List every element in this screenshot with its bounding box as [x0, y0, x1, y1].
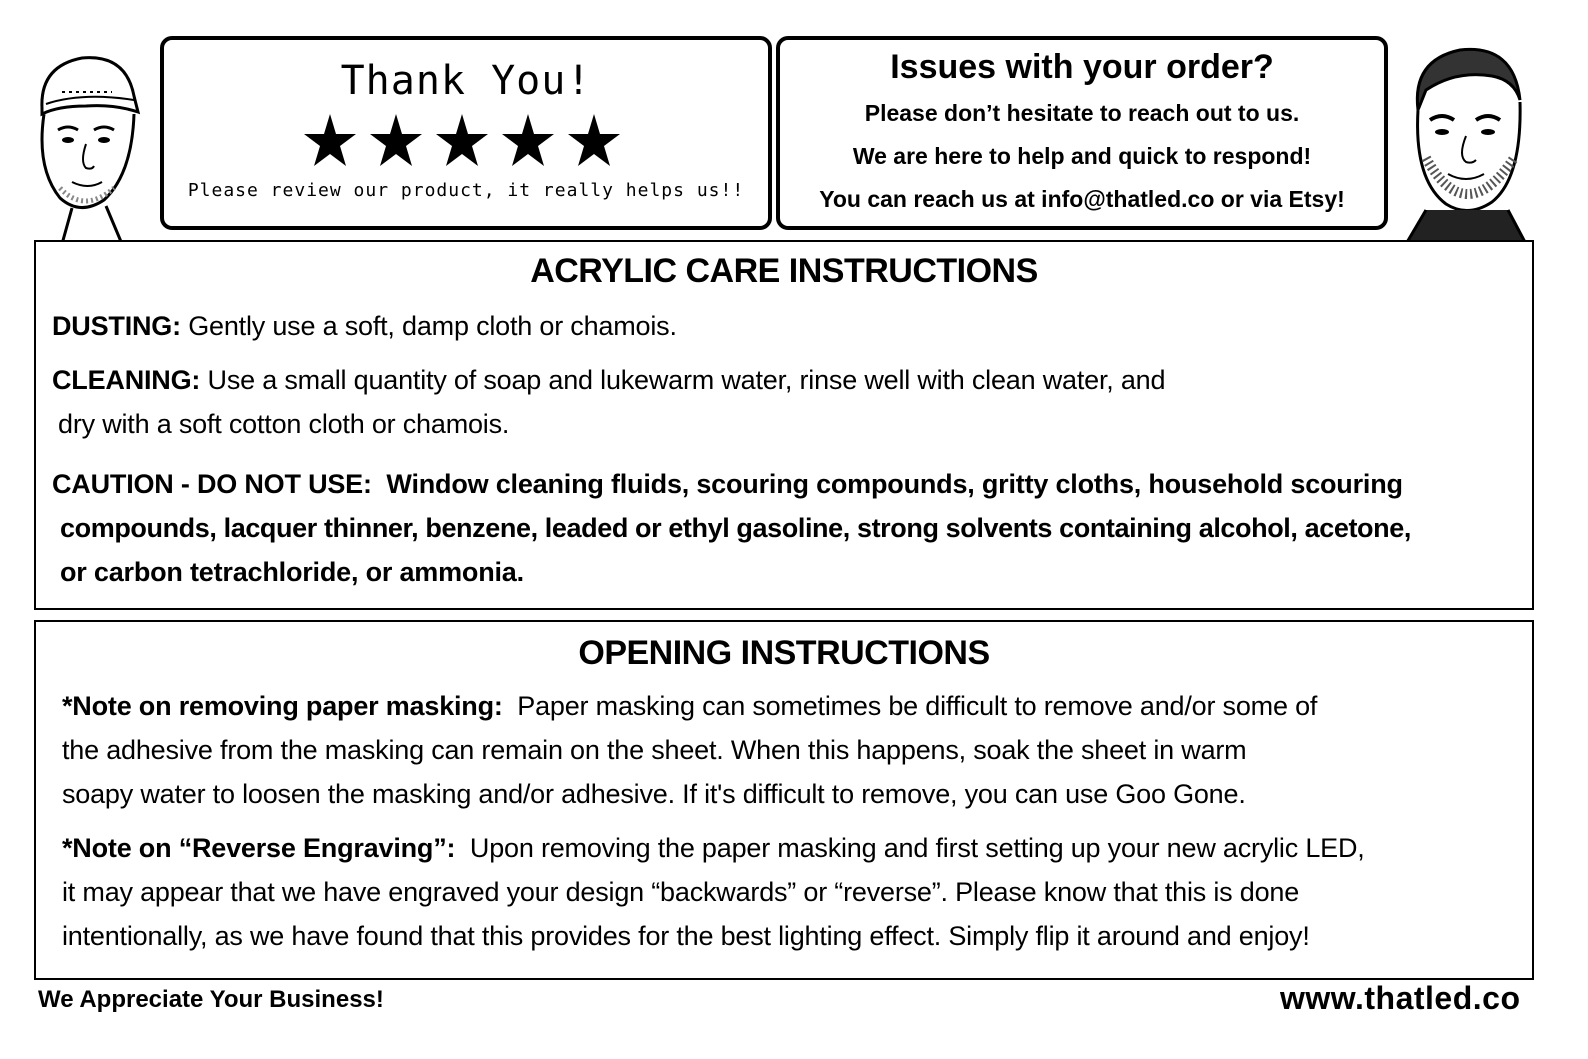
caution-instruction: CAUTION - DO NOT USE: Window cleaning fluids, scouring compounds, gritty cloths, household scouring — [52, 469, 1403, 499]
cleaning-instruction-cont: dry with a soft cotton cloth or chamois. — [58, 409, 510, 439]
opening-instructions-panel — [34, 620, 1534, 980]
caution-instruction-cont-2: or carbon tetrachloride, or ammonia. — [60, 557, 524, 587]
issues-line-help: We are here to help and quick to respond! — [852, 143, 1312, 169]
masking-note: *Note on removing paper masking: Paper masking can sometimes be difficult to remove and/or some of — [62, 691, 1318, 721]
caricature-right-avatar — [1396, 40, 1536, 244]
review-request-text: Please review our product, it really helps us!! — [187, 180, 745, 201]
reverse-engraving-note: *Note on “Reverse Engraving”: Upon removing the paper masking and first setting up your new acrylic LED, — [62, 833, 1365, 863]
order-issues-speech-bubble — [776, 36, 1388, 230]
care-title: ACRYLIC CARE INSTRUCTIONS — [530, 252, 1038, 290]
acrylic-care-panel — [34, 240, 1534, 610]
issues-line-contact: You can reach us at info@thatled.co or via Etsy! — [819, 186, 1345, 212]
thank-you-speech-bubble — [160, 36, 772, 230]
star-icon — [502, 114, 554, 166]
opening-title: OPENING INSTRUCTIONS — [578, 634, 990, 672]
dusting-instruction: DUSTING: Gently use a soft, damp cloth or chamois. — [52, 311, 677, 341]
star-icon — [568, 114, 620, 166]
masking-note-cont-2: soapy water to loosen the masking and/or adhesive. If it's difficult to remove, you can use Goo Gone. — [62, 779, 1246, 809]
caricature-left-avatar — [22, 48, 150, 244]
reverse-engraving-note-cont-2: intentionally, as we have found that this provides for the best lighting effect. Simply flip it around and enjoy! — [62, 921, 1310, 951]
issues-line-reach-out: Please don’t hesitate to reach out to us. — [864, 100, 1300, 126]
issues-title: Issues with your order? — [890, 48, 1274, 86]
thank-you-title: Thank You! — [340, 58, 592, 104]
reverse-engraving-note-cont: it may appear that we have engraved your design “backwards” or “reverse”. Please know that this is done — [62, 877, 1300, 907]
website-link[interactable]: www.thatled.co — [1280, 980, 1521, 1016]
star-icon — [436, 114, 488, 166]
caution-instruction-cont: compounds, lacquer thinner, benzene, leaded or ethyl gasoline, strong solvents containing alcohol, acetone, — [60, 513, 1411, 543]
masking-note-cont: the adhesive from the masking can remain on the sheet. When this happens, soak the sheet in warm — [62, 735, 1247, 765]
star-icon — [304, 114, 356, 166]
appreciation-footer: We Appreciate Your Business! — [38, 986, 384, 1013]
five-star-rating-icon — [304, 110, 634, 174]
star-icon — [370, 114, 422, 166]
cleaning-instruction: CLEANING: Use a small quantity of soap and lukewarm water, rinse well with clean water, and — [52, 365, 1166, 395]
